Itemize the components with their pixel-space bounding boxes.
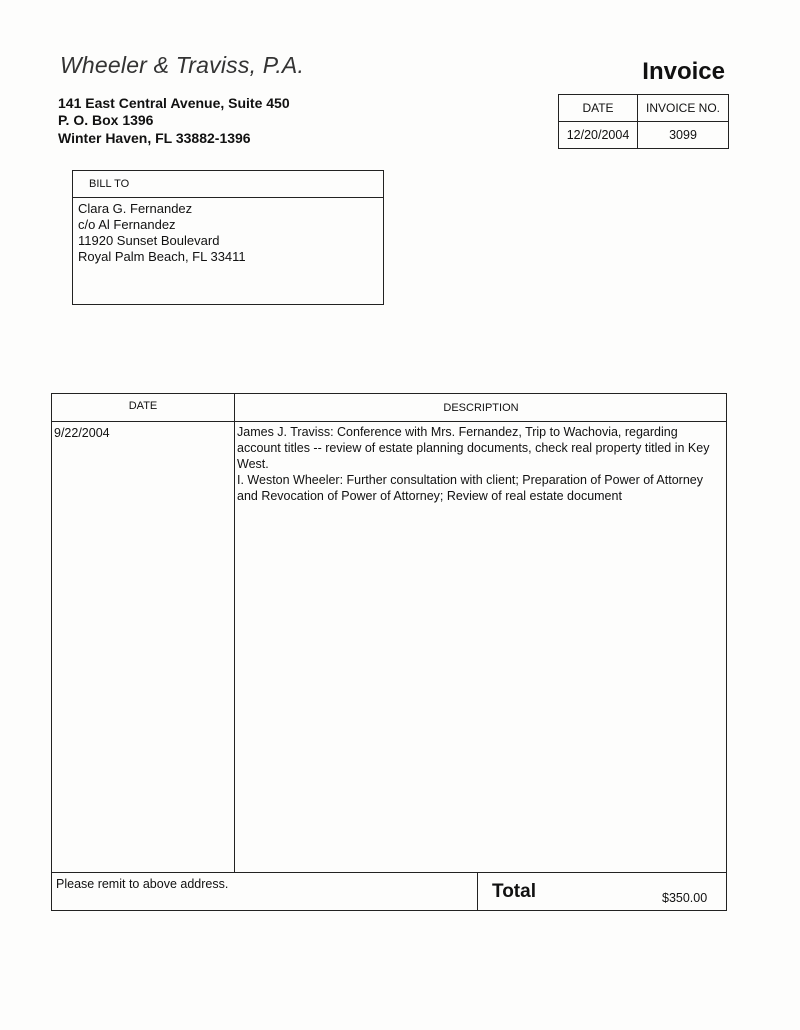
invoice-number: 3099	[638, 122, 729, 149]
firm-name: Wheeler & Traviss, P.A.	[60, 52, 305, 78]
footer-divider	[52, 872, 726, 873]
total-amount: $350.00	[662, 891, 708, 905]
firm-address-line: Winter Haven, FL 33882-1396	[58, 130, 251, 146]
bill-to-line: Clara G. Fernandez	[78, 201, 193, 216]
bill-to-line: 11920 Sunset Boulevard	[78, 233, 220, 248]
bill-to-address	[73, 198, 383, 265]
line-item-date: 9/22/2004	[54, 426, 110, 440]
firm-address-line: 141 East Central Avenue, Suite 450	[58, 95, 290, 111]
description-entry: James J. Traviss: Conference with Mrs. Fernandez, Trip to Wachovia, regarding account titles -- review of estate planning documents, check real property titled in Key West.	[237, 425, 710, 471]
total-label: Total	[492, 881, 536, 902]
bill-to-box	[72, 170, 384, 305]
bill-to-label: BILL TO	[73, 171, 383, 198]
invoice-number-label: INVOICE NO.	[638, 95, 729, 122]
date-label: DATE	[559, 95, 638, 122]
date-column-header: DATE	[128, 400, 158, 412]
bill-to-line: Royal Palm Beach, FL 33411	[78, 249, 246, 264]
column-divider	[234, 394, 235, 872]
invoice-date: 12/20/2004	[559, 122, 638, 149]
document-title: Invoice	[642, 58, 725, 85]
header-divider	[52, 421, 726, 422]
description-column-header: DESCRIPTION	[443, 402, 519, 414]
firm-address-line: P. O. Box 1396	[58, 112, 154, 128]
line-items-table	[51, 393, 727, 911]
remit-note: Please remit to above address.	[56, 877, 229, 891]
bill-to-line: c/o Al Fernandez	[78, 217, 176, 232]
description-entry: I. Weston Wheeler: Further consultation with client; Preparation of Power of Attorney and Revocation of Power of Attorney; Review of real estate document	[237, 473, 703, 503]
invoice-meta-table	[558, 94, 729, 149]
line-item-description	[237, 424, 712, 504]
total-divider	[477, 872, 478, 910]
